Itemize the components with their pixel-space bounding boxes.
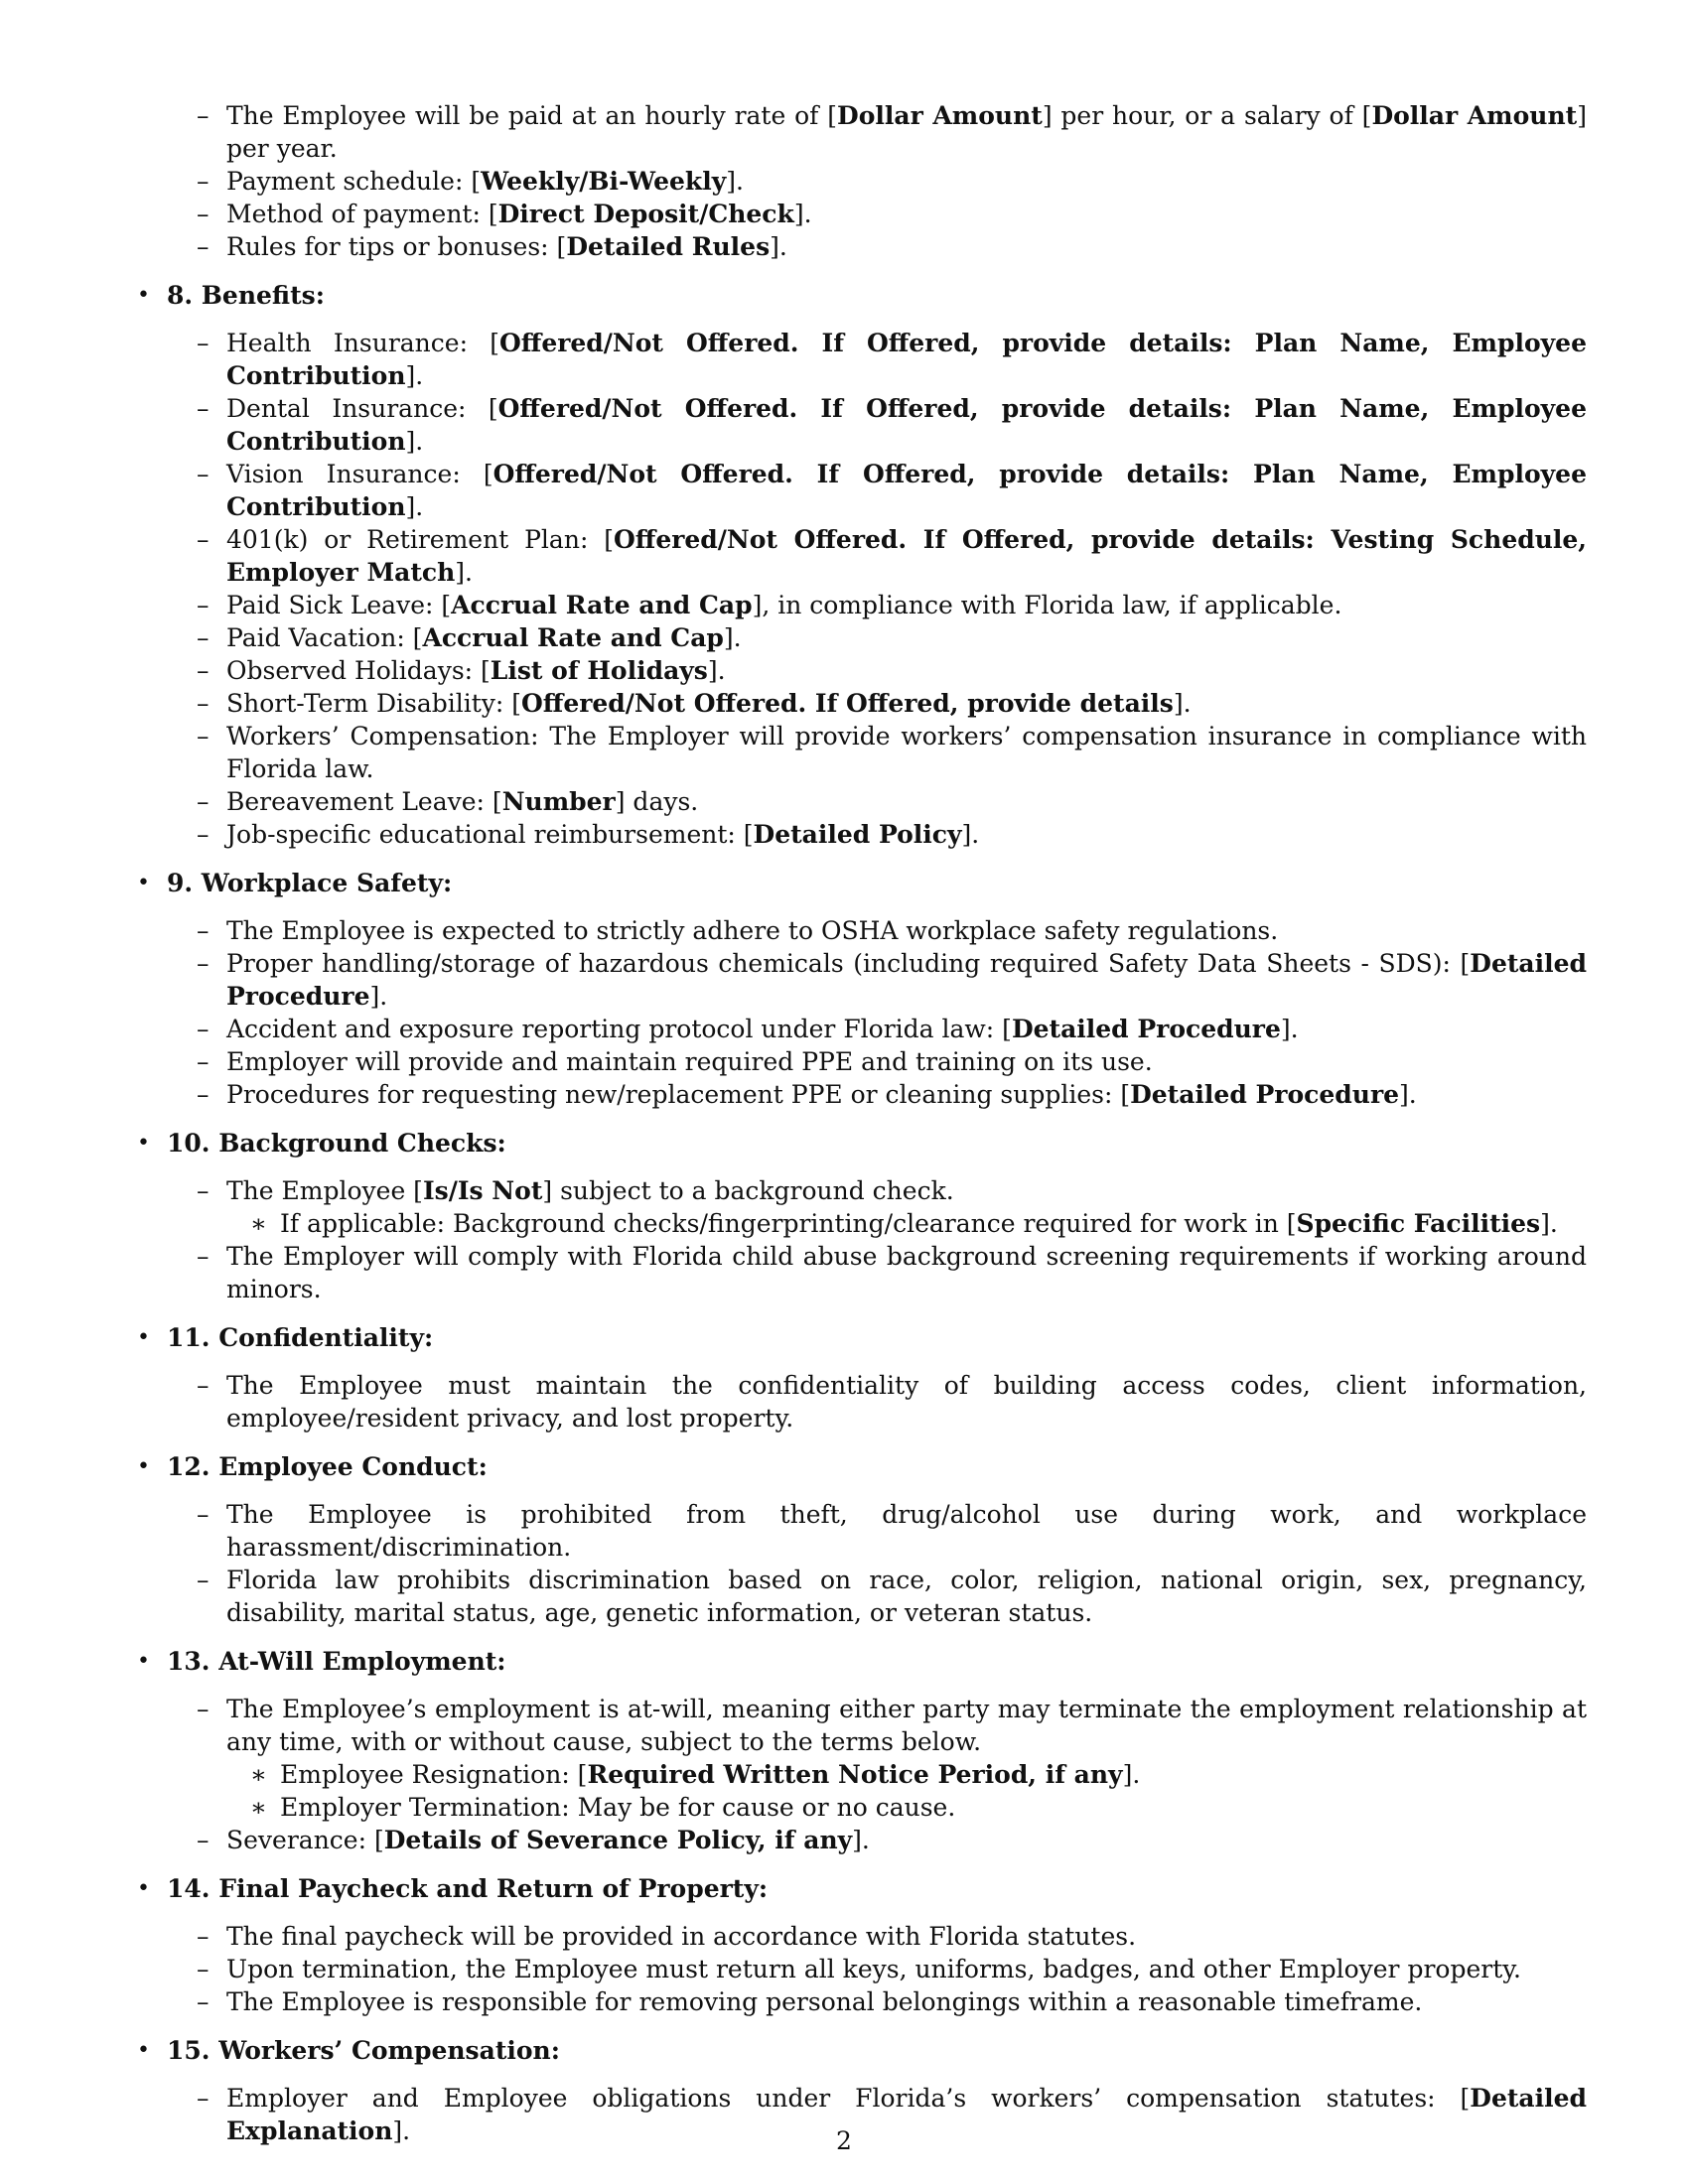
dash-marker: – [197, 1500, 210, 1529]
list-item [137, 720, 1587, 785]
placeholder-field: Detailed Procedure [1130, 1080, 1400, 1109]
text-run: Method of payment: [ [226, 200, 498, 228]
placeholder-field: Offered/Not Offered. If Offered, provide details: Vesting Schedule, Employer Match [226, 525, 1587, 587]
text-run: ]. [726, 167, 744, 196]
section-items [137, 1369, 1587, 1434]
text-run: The Employer will comply with Florida child abuse background screening requirements if working around minors. [226, 1242, 1587, 1303]
placeholder-field: Direct Deposit/Check [497, 200, 794, 228]
text-run: ]. [392, 2116, 411, 2145]
dash-marker: – [197, 656, 210, 685]
placeholder-field: Details of Severance Policy, if any [383, 1826, 853, 1854]
text-run: Paid Sick Leave: [ [226, 591, 452, 619]
list-item [137, 1985, 1587, 2018]
text-run: Florida law prohibits discrimination based on race, color, religion, national origin, sex, pregnancy, disability, marital status, age, genetic information, or veteran status. [226, 1566, 1587, 1627]
dash-marker: – [197, 591, 210, 619]
placeholder-field: Detailed Procedure [226, 949, 1587, 1011]
list-item [137, 1045, 1587, 1078]
text-run: Rules for tips or bonuses: [ [226, 232, 567, 261]
text-run: ]. [405, 492, 424, 521]
list-item [137, 589, 1587, 621]
list-item [137, 1693, 1587, 1758]
dash-marker: – [197, 1987, 210, 2016]
dash-marker: – [197, 1955, 210, 1983]
placeholder-field: Offered/Not Offered. If Offered, provide details [521, 689, 1174, 718]
text-run: Workers’ Compensation: The Employer will provide workers’ compensation insurance in compliance with Florida law. [226, 722, 1587, 783]
placeholder-field: Offered/Not Offered. If Offered, provide details: Plan Name, Employee Contribution [226, 329, 1587, 390]
list-item [137, 1564, 1587, 1629]
text-run: Short-Term Disability: [ [226, 689, 522, 718]
list-item [137, 1953, 1587, 1985]
list-item [137, 687, 1587, 720]
list-item [137, 1013, 1587, 1045]
placeholder-field: Weekly/Bi-Weekly [481, 167, 727, 196]
text-run: The Employee must maintain the confidentiality of building access codes, client information, employee/resident privacy, and lost property. [226, 1371, 1587, 1433]
section-heading: 10. Background Checks: [167, 1129, 506, 1158]
text-run: The Employee [ [226, 1176, 423, 1205]
placeholder-field: Offered/Not Offered. If Offered, provide details: Plan Name, Employee Contribution [226, 394, 1587, 456]
dash-marker: – [197, 200, 210, 228]
section-items [137, 914, 1587, 1111]
dash-marker: – [197, 1371, 210, 1400]
dash-marker: – [197, 787, 210, 816]
placeholder-field: Required Written Notice Period, if any [587, 1760, 1123, 1789]
text-run: 401(k) or Retirement Plan: [ [226, 525, 615, 554]
asterisk-marker: ∗ [250, 1760, 267, 1789]
text-run: ]. [1540, 1209, 1558, 1238]
dash-marker: – [197, 1922, 210, 1951]
bullet-marker: • [137, 1876, 150, 1901]
text-run: ]. [770, 232, 787, 261]
section-items [137, 1920, 1587, 2018]
text-run: ]. [369, 982, 388, 1011]
text-run: If applicable: Background checks/fingerprinting/clearance required for work in [ [280, 1209, 1297, 1238]
continued-list [137, 99, 1587, 263]
dash-marker: – [197, 2084, 210, 2113]
placeholder-field: Detailed Explanation [226, 2084, 1587, 2145]
list-item [137, 1174, 1587, 1207]
section [137, 1321, 1587, 1434]
dash-marker: – [197, 1826, 210, 1854]
text-run: Upon termination, the Employee must return all keys, uniforms, badges, and other Employer property. [226, 1955, 1522, 1983]
text-run: ]. [723, 623, 742, 652]
dash-marker: – [197, 329, 210, 357]
dash-marker: – [197, 623, 210, 652]
text-run: Employer will provide and maintain required PPE and training on its use. [226, 1047, 1153, 1076]
section-items [137, 1693, 1587, 1856]
text-run: The Employee is expected to strictly adhere to OSHA workplace safety regulations. [226, 916, 1279, 945]
list-item [137, 1078, 1587, 1111]
list-item [137, 1920, 1587, 1953]
placeholder-field: List of Holidays [490, 656, 708, 685]
section-items [137, 327, 1587, 851]
section-heading: 15. Workers’ Compensation: [167, 2036, 560, 2065]
list-item [137, 1240, 1587, 1305]
section [137, 1645, 1587, 1856]
text-run: Paid Vacation: [ [226, 623, 423, 652]
section-heading: 9. Workplace Safety: [167, 869, 453, 897]
asterisk-marker: ∗ [250, 1209, 267, 1238]
sub-list-item [137, 1791, 1587, 1824]
bullet-marker: • [137, 1131, 150, 1156]
dash-marker: – [197, 689, 210, 718]
section [137, 1450, 1587, 1629]
text-run: Accident and exposure reporting protocol under Florida law: [ [226, 1015, 1012, 1043]
text-run: Employer and Employee obligations under Florida’s workers’ compensation statutes: [ [226, 2084, 1471, 2113]
list-item [137, 621, 1587, 654]
dash-marker: – [197, 232, 210, 261]
list-item [137, 818, 1587, 851]
list-item [137, 1369, 1587, 1434]
text-run: The Employee is prohibited from theft, drug/alcohol use during work, and workplace harassment/discrimination. [226, 1500, 1587, 1562]
list-item [137, 458, 1587, 523]
dash-marker: – [197, 460, 210, 488]
text-run: ]. [405, 427, 424, 456]
text-run: Employee Resignation: [ [280, 1760, 588, 1789]
placeholder-field: Is/Is Not [422, 1176, 543, 1205]
section [137, 1872, 1587, 2018]
text-run: ] subject to a background check. [542, 1176, 954, 1205]
dash-marker: – [197, 722, 210, 751]
text-run: ]. [1399, 1080, 1417, 1109]
list-item [137, 392, 1587, 458]
placeholder-field: Accrual Rate and Cap [422, 623, 724, 652]
text-run: The final paycheck will be provided in accordance with Florida statutes. [226, 1922, 1137, 1951]
dash-marker: – [197, 916, 210, 945]
text-run: Vision Insurance: [ [226, 460, 493, 488]
list-item [137, 327, 1587, 392]
section [137, 867, 1587, 1111]
text-run: ]. [1173, 689, 1192, 718]
text-run: ], in compliance with Florida law, if applicable. [752, 591, 1342, 619]
page-number: 2 [836, 2126, 852, 2155]
text-run: Procedures for requesting new/replacement PPE or cleaning supplies: [ [226, 1080, 1131, 1109]
text-run: ]. [793, 200, 812, 228]
dash-marker: – [197, 525, 210, 554]
section-heading: 14. Final Paycheck and Return of Property: [167, 1874, 769, 1903]
section-heading: 11. Confidentiality: [167, 1323, 434, 1352]
dash-marker: – [197, 820, 210, 849]
text-run: ]. [961, 820, 980, 849]
placeholder-field: Dollar Amount [837, 101, 1043, 130]
dash-marker: – [197, 167, 210, 196]
sub-list-item [137, 1207, 1587, 1240]
list-item [137, 99, 1587, 165]
placeholder-field: Specific Facilities [1296, 1209, 1541, 1238]
list-item [137, 230, 1587, 263]
section-items [137, 1174, 1587, 1305]
placeholder-field: Number [501, 787, 616, 816]
text-run: ]. [852, 1826, 870, 1854]
bullet-marker: • [137, 1649, 150, 1674]
dash-marker: – [197, 949, 210, 978]
list-item [137, 914, 1587, 947]
list-item [137, 1498, 1587, 1564]
dash-marker: – [197, 1176, 210, 1205]
text-run: ]. [1280, 1015, 1299, 1043]
placeholder-field: Accrual Rate and Cap [451, 591, 753, 619]
section-heading: 12. Employee Conduct: [167, 1452, 488, 1481]
text-run: The Employee’s employment is at-will, meaning either party may terminate the employment relationship at any time, with or without cause, subject to the terms below. [226, 1695, 1587, 1756]
dash-marker: – [197, 394, 210, 423]
text-run: Severance: [ [226, 1826, 384, 1854]
sections-container [137, 279, 1587, 2147]
list-item [137, 785, 1587, 818]
dash-marker: – [197, 1695, 210, 1723]
text-run: Dental Insurance: [ [226, 394, 498, 423]
text-run: ]. [1122, 1760, 1141, 1789]
text-run: The Employee will be paid at an hourly rate of [ [226, 101, 838, 130]
text-run: Employer Termination: May be for cause or no cause. [280, 1793, 956, 1822]
placeholder-field: Dollar Amount [1371, 101, 1578, 130]
text-run: ]. [455, 558, 473, 587]
placeholder-field: Offered/Not Offered. If Offered, provide details: Plan Name, Employee Contribution [226, 460, 1587, 521]
bullet-marker: • [137, 2038, 150, 2063]
text-run: Proper handling/storage of hazardous chemicals (including required Safety Data Sheets - SDS): [ [226, 949, 1471, 978]
section [137, 1127, 1587, 1305]
text-run: Health Insurance: [ [226, 329, 500, 357]
text-run: The Employee is responsible for removing personal belongings within a reasonable timeframe. [226, 1987, 1423, 2016]
section [137, 279, 1587, 851]
dash-marker: – [197, 101, 210, 130]
document-body [137, 99, 1587, 2147]
text-run: Bereavement Leave: [ [226, 787, 502, 816]
list-item [137, 1824, 1587, 1856]
dash-marker: – [197, 1047, 210, 1076]
bullet-marker: • [137, 283, 150, 308]
list-item [137, 523, 1587, 589]
dash-marker: – [197, 1015, 210, 1043]
text-run: Job-specific educational reimbursement: [ [226, 820, 754, 849]
list-item [137, 654, 1587, 687]
dash-marker: – [197, 1566, 210, 1594]
placeholder-field: Detailed Rules [566, 232, 771, 261]
list-item [137, 165, 1587, 198]
placeholder-field: Detailed Policy [753, 820, 962, 849]
sub-list-item [137, 1758, 1587, 1791]
text-run: Payment schedule: [ [226, 167, 482, 196]
asterisk-marker: ∗ [250, 1793, 267, 1822]
text-run: ]. [405, 361, 424, 390]
text-run: ] per year. [226, 101, 1587, 163]
section-items [137, 1498, 1587, 1629]
text-run: ] days. [615, 787, 699, 816]
list-item [137, 947, 1587, 1013]
text-run: ]. [707, 656, 726, 685]
section-heading: 8. Benefits: [167, 281, 325, 310]
list-item [137, 198, 1587, 230]
text-run: ] per hour, or a salary of [ [1042, 101, 1372, 130]
bullet-marker: • [137, 1325, 150, 1350]
bullet-marker: • [137, 871, 150, 895]
placeholder-field: Detailed Procedure [1011, 1015, 1281, 1043]
section-heading: 13. At-Will Employment: [167, 1647, 506, 1676]
bullet-marker: • [137, 1454, 150, 1479]
dash-marker: – [197, 1242, 210, 1271]
text-run: Observed Holidays: [ [226, 656, 491, 685]
dash-marker: – [197, 1080, 210, 1109]
